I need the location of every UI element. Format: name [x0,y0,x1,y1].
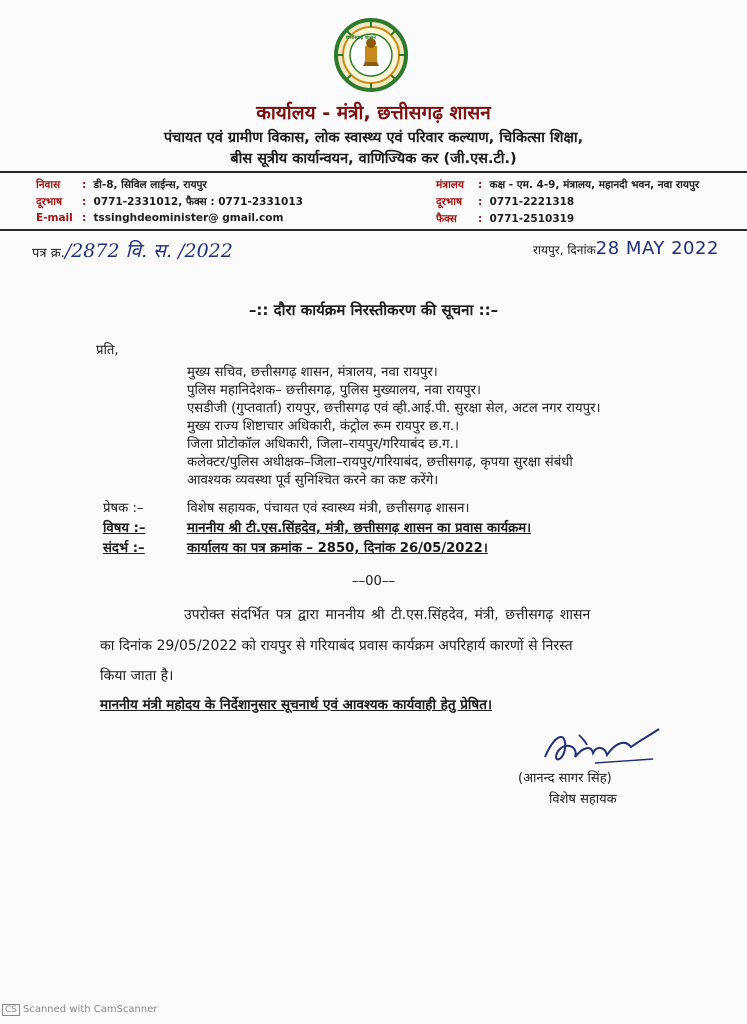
subject-label: विषय :– [103,521,146,536]
reference-label: पत्र क्र. [32,246,65,261]
recipient-6-continued: आवश्यक व्यवस्था पूर्व सुनिश्चित करने का कष्ट करेंगे। [187,473,439,488]
sender-value: विशेष सहायक, पंचायत एवं स्वास्थ्य मंत्री, छत्तीसगढ़ शासन। [187,501,470,516]
recipient-2: पुलिस महानिदेशक– छत्तीसगढ़, पुलिस मुख्यालय, नवा रायपुर। [187,383,481,398]
subject-value: माननीय श्री टी.एस.सिंहदेव, मंत्री, छत्तीसगढ़ शासन का प्रवास कार्यक्रम। [187,521,532,536]
body-line-2: का दिनांक 29/05/2022 को रायपुर से गरियाबंद प्रवास कार्यक्रम अपरिहार्य कारणों से निरस्त [100,638,573,654]
department-line-2: बीस सूत्रीय कार्यान्वयन, वाणिज्यिक कर (जी.एस.टी.) [230,151,517,167]
recipient-5: जिला प्रोटोकॉल अधिकारी, जिला–रायपुर/गरियाबंद छ.ग.। [187,437,459,452]
to-label: प्रति, [96,343,119,358]
scanner-watermark: CS Scanned with CamScanner [2,1004,158,1016]
signatory-name: (आनन्द सागर सिंह) [518,771,612,786]
reference-label-2: संदर्भ :– [103,541,145,556]
recipient-6: कलेक्टर/पुलिस अधीक्षक–जिला–रायपुर/गरियाबंद, छत्तीसगढ़, कृपया सुरक्षा संबंधी [187,455,573,470]
recipient-1: मुख्य सचिव, छत्तीसगढ़ शासन, मंत्रालय, नवा रायपुर। [187,365,438,380]
body-line-1: उपरोक्त संदर्भित पत्र द्वारा माननीय श्री टी.एस.सिंहदेव, मंत्री, छत्तीसगढ़ शासन [184,607,591,623]
recipient-3: एसडीजी (गुप्तवार्ता) रायपुर, छत्तीसगढ़ एवं व्ही.आई.पी. सुरक्षा सेल, अटल नगर रायपुर। [187,401,601,416]
camscanner-icon: CS [2,1004,20,1016]
contact-residence: निवास : डी-8, सिविल लाईन्स, रायपुर [36,179,207,191]
reference-value: कार्यालय का पत्र क्रमांक – 2850, दिनांक 26/05/2022। [187,541,488,556]
contact-phone: दूरभाष : 0771-2331012, फैक्स : 0771-2331013 [36,196,303,208]
contact-ministry-fax: फैक्स : 0771-2510319 [436,213,575,225]
contact-ministry-phone: दूरभाष : 0771-2221318 [436,196,575,208]
instruction-line: माननीय मंत्री महोदय के निर्देशानुसार सूचनार्थ एवं आवश्यक कार्यवाही हेतु प्रेषित। [100,697,493,713]
contact-email: E-mail : tssinghdeominister@ gmail.com [36,212,284,224]
letter-date [533,238,719,259]
recipient-4: मुख्य राज्य शिष्टाचार अधिकारी, कंट्रोल रूम रायपुर छ.ग.। [187,419,460,434]
body-line-3: किया जाता है। [100,668,174,684]
reference-number-handwritten: /2872 वि. स. /2022 [64,240,233,262]
section-separator: ––00–– [351,574,396,589]
signature-icon [535,723,665,771]
office-title: कार्यालय - मंत्री, छत्तीसगढ़ शासन [256,102,491,124]
date-label: रायपुर, दिनांक [533,243,596,257]
date-stamp: 28 MAY 2022 [595,238,719,259]
contact-ministry: मंत्रालय : कक्ष - एम. 4-9, मंत्रालय, महानदी भवन, नवा रायपुर [436,179,700,191]
letter-reference [32,237,233,263]
header-divider-bottom [0,229,747,231]
department-line-1: पंचायत एवं ग्रामीण विकास, लोक स्वास्थ्य एवं परिवार कल्याण, चिकित्सा शिक्षा, [163,130,584,146]
sender-label: प्रेषक :– [103,501,144,516]
notice-heading: –:: दौरा कार्यक्रम निरस्तीकरण की सूचना ::– [248,301,499,319]
seal-text: छत्तीसगढ़ शासन [346,35,376,41]
government-seal-icon [334,18,408,92]
header-divider-top [0,171,747,173]
signatory-title: विशेष सहायक [549,792,617,807]
